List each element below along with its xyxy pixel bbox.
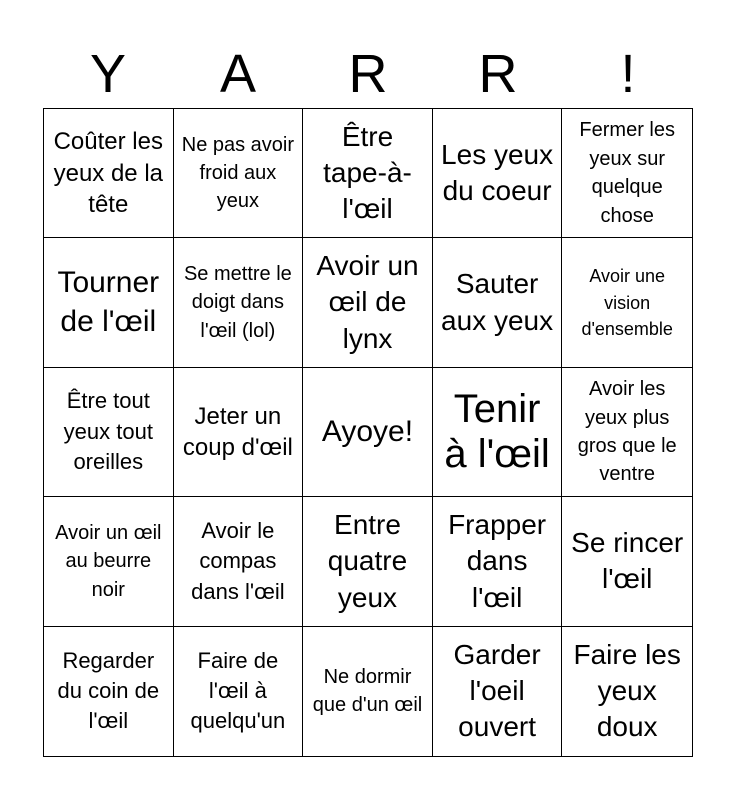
bingo-cell-text: Regarder du coin de l'œil bbox=[57, 647, 160, 734]
bingo-cell[interactable] bbox=[174, 109, 304, 238]
bingo-cell-text: Avoir un œil au beurre noir bbox=[55, 521, 162, 601]
bingo-cell-text: Se mettre le doigt dans l'œil (lol) bbox=[183, 263, 292, 342]
bingo-cell-text: Ne dormir que d'un œil bbox=[312, 665, 423, 717]
title-letter: Y bbox=[89, 44, 127, 104]
bingo-cell[interactable] bbox=[303, 238, 433, 367]
bingo-cell-text: Être tout yeux tout oreilles bbox=[63, 388, 153, 475]
bingo-cell[interactable] bbox=[562, 497, 692, 626]
bingo-cell[interactable] bbox=[433, 109, 563, 238]
bingo-cell-text: Être tape-à-l'œil bbox=[323, 120, 412, 225]
bingo-cell[interactable] bbox=[303, 368, 433, 497]
bingo-cell-text: Tourner de l'œil bbox=[57, 266, 160, 338]
bingo-cell[interactable] bbox=[303, 497, 433, 626]
bingo-cell[interactable] bbox=[174, 627, 304, 756]
bingo-cell-text: Frapper dans l'œil bbox=[448, 508, 547, 613]
bingo-cell-text: Garder l'oeil ouvert bbox=[453, 638, 541, 743]
bingo-cell[interactable] bbox=[44, 627, 174, 756]
bingo-cell[interactable] bbox=[303, 627, 433, 756]
bingo-cell[interactable] bbox=[44, 238, 174, 367]
bingo-title bbox=[43, 40, 693, 108]
bingo-cell-text: Tenir à l'œil bbox=[444, 387, 550, 476]
bingo-cell[interactable] bbox=[562, 368, 692, 497]
bingo-cell-text: Avoir un œil de lynx bbox=[316, 250, 419, 354]
bingo-cell[interactable] bbox=[562, 109, 692, 238]
bingo-cell-text: Sauter aux yeux bbox=[441, 268, 554, 336]
bingo-cell[interactable] bbox=[174, 368, 304, 497]
bingo-cell[interactable] bbox=[433, 497, 563, 626]
bingo-cell[interactable] bbox=[433, 627, 563, 756]
bingo-cell-text: Entre quatre yeux bbox=[327, 508, 408, 613]
bingo-cell-text: Ayoye! bbox=[321, 414, 414, 448]
title-letter: A bbox=[219, 44, 257, 104]
bingo-cell-text: Les yeux du coeur bbox=[441, 138, 554, 207]
bingo-cell[interactable] bbox=[433, 368, 563, 497]
bingo-cell-text: Fermer les yeux sur quelque chose bbox=[579, 119, 675, 227]
bingo-cell-text: Faire de l'œil à quelqu'un bbox=[190, 647, 286, 734]
bingo-cell-text: Faire les yeux doux bbox=[573, 638, 681, 743]
bingo-cell[interactable] bbox=[174, 238, 304, 367]
bingo-cell-text: Ne pas avoir froid aux yeux bbox=[181, 133, 295, 213]
bingo-cell-text: Avoir le compas dans l'œil bbox=[191, 517, 285, 604]
bingo-cell[interactable] bbox=[562, 627, 692, 756]
bingo-cell[interactable] bbox=[44, 109, 174, 238]
bingo-cell-text: Se rincer l'œil bbox=[571, 527, 684, 595]
bingo-cell[interactable] bbox=[44, 368, 174, 497]
bingo-board bbox=[43, 108, 693, 757]
title-letter: R bbox=[478, 44, 518, 104]
bingo-cell[interactable] bbox=[562, 238, 692, 367]
bingo-cell-text: Coûter les yeux de la tête bbox=[53, 128, 163, 218]
bingo-cell[interactable] bbox=[174, 497, 304, 626]
bingo-cell[interactable] bbox=[44, 497, 174, 626]
bingo-cell-text: Jeter un coup d'œil bbox=[182, 402, 293, 461]
bingo-cell[interactable] bbox=[433, 238, 563, 367]
bingo-cell-text: Avoir une vision d'ensemble bbox=[581, 266, 673, 339]
bingo-cell[interactable] bbox=[303, 109, 433, 238]
title-letter: ! bbox=[620, 44, 636, 104]
title-letter: R bbox=[348, 44, 388, 104]
bingo-cell-text: Avoir les yeux plus gros que le ventre bbox=[577, 378, 677, 486]
